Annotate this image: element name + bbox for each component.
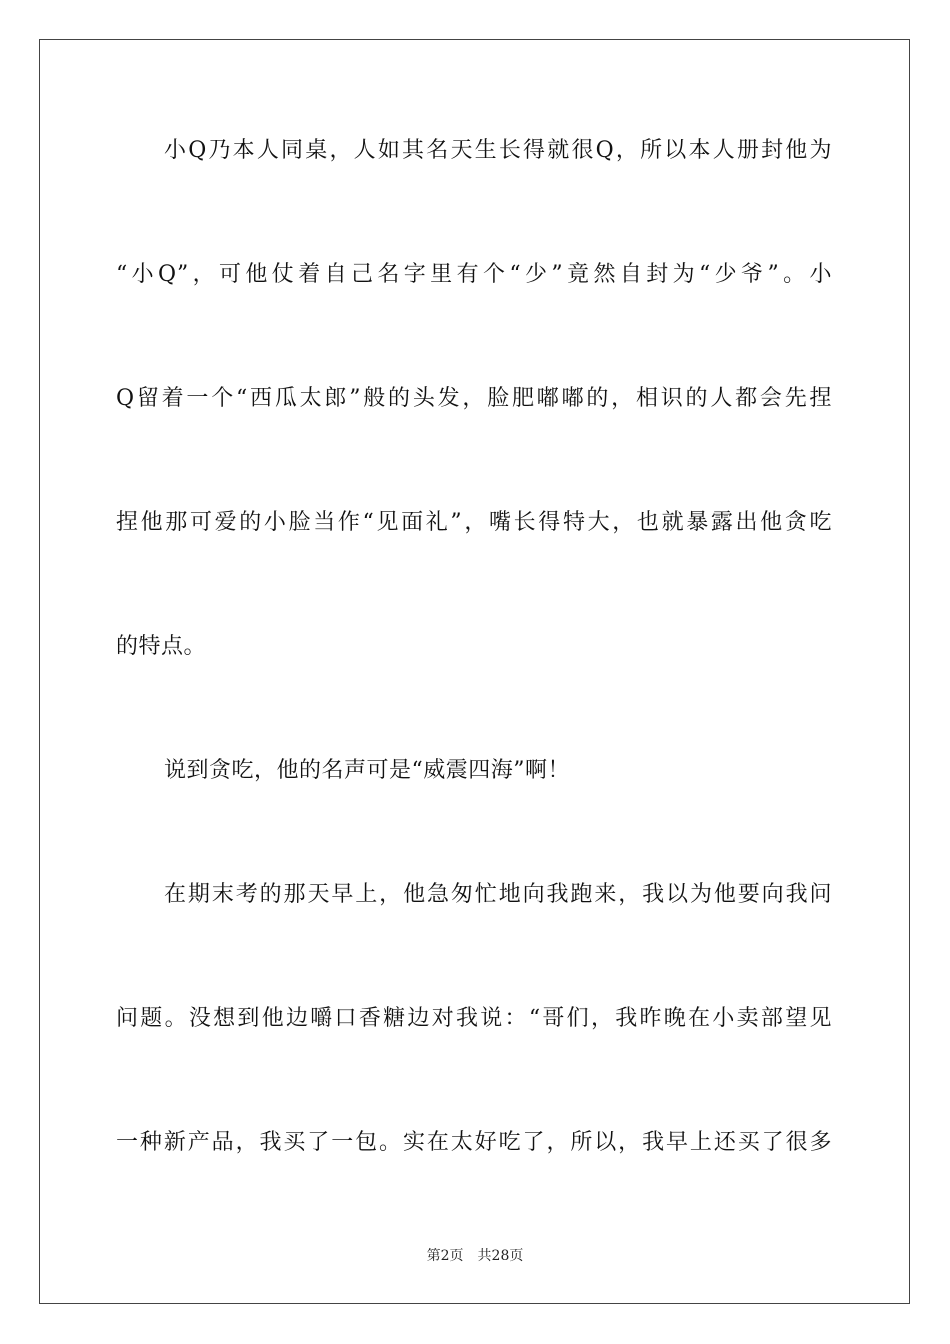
page-number-footer: 第2页 共28页	[426, 1248, 524, 1264]
paragraph-line-6: 说到贪吃，他的名声可是“威震四海”啊！	[164, 758, 570, 783]
paragraph-line-7: 在期末考的那天早上，他急匆忙地向我跑来，我以为他要向我问	[164, 882, 832, 907]
page-border	[39, 39, 910, 1304]
paragraph-line-2: “小Q”，可他仗着自己名字里有个“少”竟然自封为“少爷”。小	[116, 262, 832, 287]
paragraph-line-9: 一种新产品，我买了一包。实在太好吃了，所以，我早上还买了很多	[116, 1130, 832, 1155]
paragraph-line-1: 小Q乃本人同桌，人如其名天生长得就很Q，所以本人册封他为	[164, 138, 832, 163]
paragraph-line-8: 问题。没想到他边嚼口香糖边对我说：“哥们，我昨晚在小卖部望见	[116, 1006, 832, 1031]
paragraph-line-3: Q留着一个“西瓜太郎”般的头发，脸肥嘟嘟的，相识的人都会先捏	[116, 386, 832, 411]
paragraph-line-4: 捏他那可爱的小脸当作“见面礼”，嘴长得特大，也就暴露出他贪吃	[116, 510, 832, 535]
paragraph-line-5: 的特点。	[116, 634, 207, 659]
